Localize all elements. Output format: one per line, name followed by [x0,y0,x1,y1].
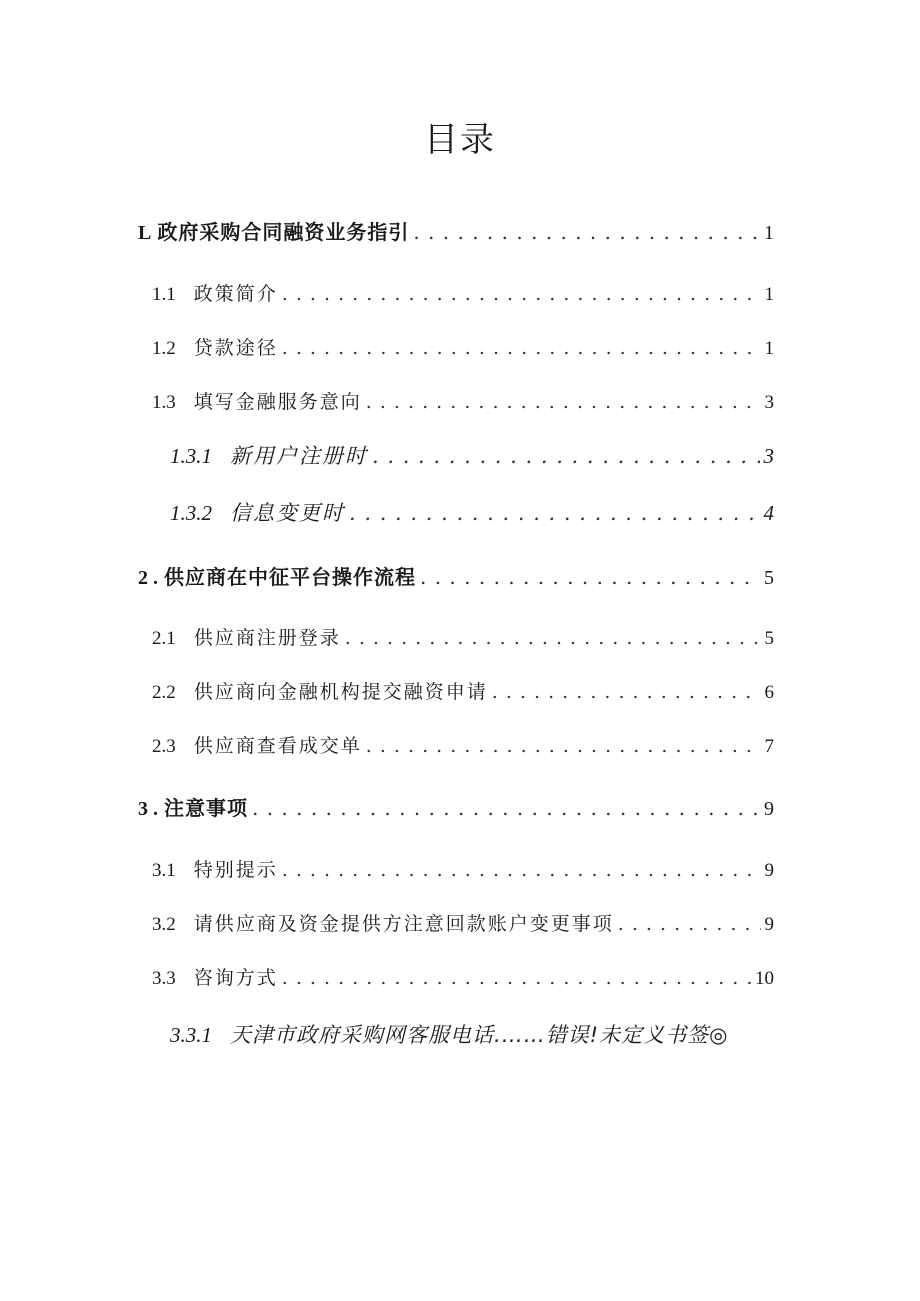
toc-dot-leader [282,963,751,993]
toc-page-number: 9 [764,914,774,935]
toc-label: 天津市政府采购网客服电话. [230,1023,502,1047]
toc-dot-leader [492,677,761,707]
toc-number: 3.3.1 [170,1023,212,1047]
toc-entry-1-3[interactable] [152,387,774,417]
toc-number: 1.3 [152,392,176,413]
toc-number: 3.2 [152,914,176,935]
toc-dot-leader [618,909,761,939]
page-title: 目录 [424,120,496,160]
toc-entry-2-3[interactable] [152,731,774,761]
toc-label: 注意事项 [164,796,248,820]
toc-entry-3-3[interactable] [152,963,774,993]
toc-label: 供应商注册登录 [193,627,341,649]
toc-label: 特别提示 [193,859,278,881]
toc-dot-leader [349,498,760,528]
toc-entry-1-3-2[interactable] [170,498,774,528]
toc-page-number: 5 [764,567,774,589]
toc-page-number: 3 [764,392,774,413]
toc-page-number: 10 [755,968,774,989]
toc-label: 新用户注册时 [230,444,368,468]
toc-number: 3.3 [152,968,176,989]
toc-entry-2-2[interactable] [152,677,774,707]
toc-label: 咨询方式 [193,967,278,989]
toc-page-number: 1 [764,222,774,244]
toc-label: 信息变更时 [230,501,345,525]
toc-entry-1-2[interactable] [152,333,774,363]
toc-entry-1[interactable] [138,217,774,247]
toc-dot-leader [413,217,760,247]
toc-label: 供应商查看成交单 [193,735,362,757]
toc-page-number: 5 [764,628,774,649]
toc-number: L [138,222,152,244]
toc-dot-leader [282,855,761,885]
toc-number: 1.3.2 [170,501,212,525]
toc-number: 1.3.1 [170,444,212,468]
toc-label: 政府采购合同融资业务指引 [157,220,410,244]
toc-page-number: 7 [764,736,774,757]
toc-label: 供应商向金融机构提交融资申请 [193,681,488,703]
toc-number: 2.1 [152,628,176,649]
toc-dot-leader [252,793,760,823]
toc-page-number: 1 [764,338,774,359]
toc-page-number: 4 [763,501,774,525]
toc-page-number: 3 [763,444,774,468]
toc-number: 2.3 [152,736,176,757]
toc-entry-3-2[interactable] [152,909,774,939]
toc-dot-leader [282,279,761,309]
toc-entry-2-1[interactable] [152,623,774,653]
toc-number: 3.1 [152,860,176,881]
toc-number: 2 . [138,567,158,589]
toc-number: 1.1 [152,284,176,305]
toc-label: 贷款途径 [193,337,278,359]
toc-entry-3-1[interactable] [152,855,774,885]
toc-dot-leader [366,387,761,417]
toc-entry-1-3-1[interactable] [170,441,774,471]
toc-label: 请供应商及资金提供方注意回款账户变更事项 [193,913,614,935]
toc-entry-3-3-1[interactable] [170,1020,780,1050]
toc-dot-leader [345,623,761,653]
toc-number: 3 . [138,798,158,820]
toc-page-number: 1 [764,284,774,305]
toc-page-number: 9 [764,860,774,881]
toc-dot-leader [282,333,761,363]
toc-page-number: 6 [764,682,774,703]
toc-number: 2.2 [152,682,176,703]
toc-entry-1-1[interactable] [152,279,774,309]
toc-page-number: 9 [764,798,774,820]
toc-bookmark-error: ……错误!未定义书签◎ [501,1023,729,1047]
toc-entry-3[interactable] [138,793,774,823]
toc-dot-leader [372,441,760,471]
toc-number: 1.2 [152,338,176,359]
toc-label: 政策简介 [193,283,278,305]
toc-label: 填写金融服务意向 [193,391,362,413]
toc-entry-2[interactable] [138,562,774,592]
toc-dot-leader [420,562,760,592]
toc-label: 供应商在中征平台操作流程 [164,565,416,589]
toc-dot-leader [366,731,761,761]
